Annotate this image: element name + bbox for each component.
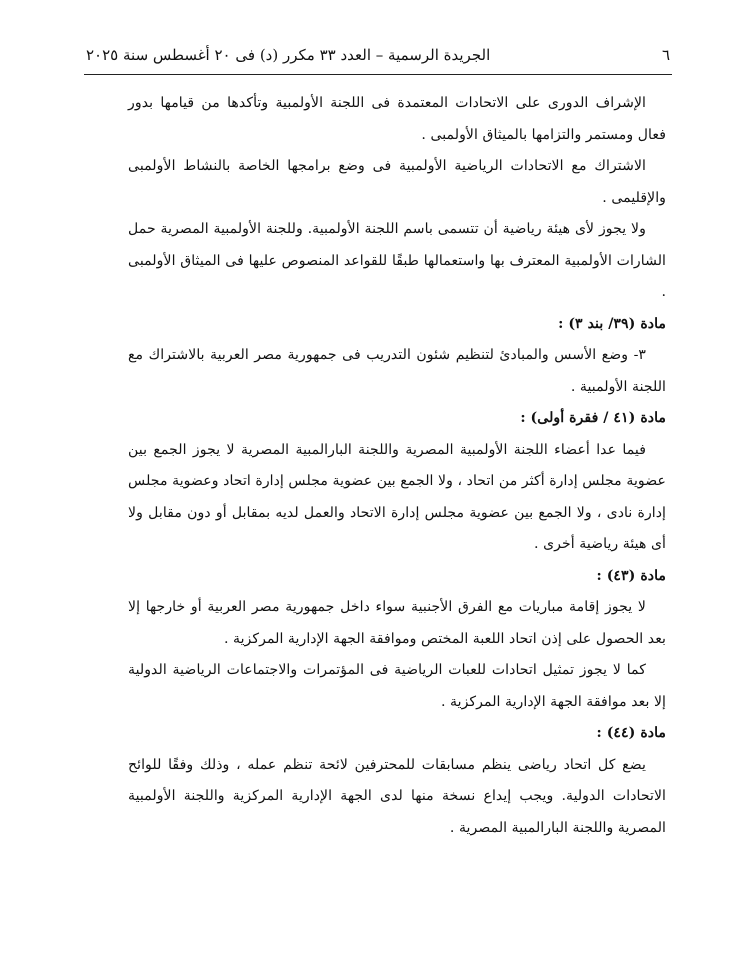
article-heading: مادة (٣٩/ بند ٣) :	[558, 315, 666, 332]
paragraph: كما لا يجوز تمثيل اتحادات للعبات الرياضية فى المؤتمرات والاجتماعات الرياضية الدولية إلا بعد موافقة الجهة الإدارية المركزية .	[128, 662, 666, 710]
paragraph: لا يجوز إقامة مباريات مع الفرق الأجنبية سواء داخل جمهورية مصر العربية أو خارجها إلا بعد الحصول على إذن اتحاد اللعبة المختص وموافقة الجهة الإدارية المركزية .	[128, 599, 666, 647]
page-header	[86, 40, 670, 70]
article-heading: مادة (٤٤) :	[596, 725, 666, 741]
paragraph: ٣- وضع الأسس والمبادئ لتنظيم شئون التدريب فى جمهورية مصر العربية بالاشتراك مع اللجنة الأولمبية .	[128, 347, 666, 395]
paragraph: ولا يجوز لأى هيئة رياضية أن تتسمى باسم اللجنة الأولمبية. وللجنة الأولمبية المصرية حمل الشارات الأولمبية المعترف بها واستعمالها طبقًا للقواعد المنصوص عليها فى الميثاق الأولمبى .	[128, 221, 666, 300]
paragraph: الاشتراك مع الاتحادات الرياضية الأولمبية فى وضع برامجها الخاصة بالنشاط الأولمبى والإقليمى .	[128, 158, 666, 206]
header-divider	[84, 74, 672, 75]
page-number: ٦	[661, 46, 670, 64]
gazette-title: الجريدة الرسمية – العدد ٣٣ مكرر (د) فى ٢٠ أغسطس سنة ٢٠٢٥	[86, 46, 491, 64]
paragraph: الإشراف الدورى على الاتحادات المعتمدة فى اللجنة الأولمبية وتأكدها من قيامها بدور فعال ومستمر والتزامها بالميثاق الأولمبى .	[128, 95, 666, 143]
document-body	[128, 88, 666, 844]
paragraph: يضع كل اتحاد رياضى ينظم مسابقات للمحترفين لائحة تنظم عمله ، وذلك وفقًا للوائح الاتحادات الدولية. ويجب إيداع نسخة منها لدى الجهة الإدارية المركزية واللجنة الأولمبية المصرية واللجنة البارالمبية المصرية .	[128, 756, 666, 836]
paragraph: فيما عدا أعضاء اللجنة الأولمبية المصرية واللجنة البارالمبية المصرية لا يجوز الجمع بين عضوية مجلس إدارة أكثر من اتحاد ، ولا الجمع بين عضوية مجلس إدارة اتحاد وعضوية مجلس إدارة نادى ، ولا الجمع بين عضوية مجلس إدارة الاتحاد والعمل لديه بمقابل أو دون مقابل ولا أى هيئة رياضية أخرى .	[128, 441, 666, 552]
article-heading: مادة (٤٣) :	[596, 567, 666, 584]
article-heading: مادة (٤١ / فقرة أولى) :	[520, 410, 666, 426]
